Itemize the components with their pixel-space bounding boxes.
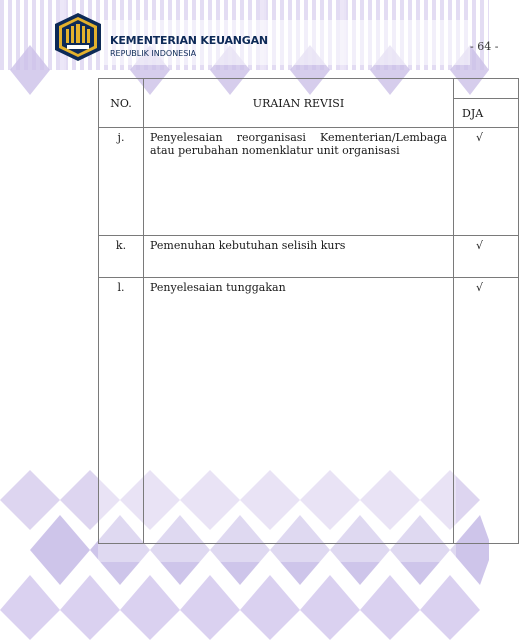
table-row xyxy=(99,278,519,544)
table-row xyxy=(99,236,519,278)
organization-name: KEMENTERIAN KEUANGAN xyxy=(110,34,268,47)
check-mark: √ xyxy=(454,236,519,278)
check-mark: √ xyxy=(454,278,519,544)
header-dja: DJA xyxy=(454,99,519,128)
header-no: NO. xyxy=(99,79,144,128)
table-header-row xyxy=(99,79,519,99)
organization-subtitle: REPUBLIK INDONESIA xyxy=(110,49,197,58)
revision-table xyxy=(98,78,519,544)
header-description: URAIAN REVISI xyxy=(144,79,454,128)
page-number: - 64 - xyxy=(470,40,499,53)
row-description: Penyelesaian reorganisasi Kementerian/Lembaga atau perubahan nomenklatur unit organisasi xyxy=(144,128,454,236)
row-number: k. xyxy=(99,236,144,278)
row-description: Penyelesaian tunggakan xyxy=(144,278,454,544)
check-mark: √ xyxy=(454,128,519,236)
kemenkeu-logo xyxy=(52,12,104,62)
row-number: l. xyxy=(99,278,144,544)
row-description: Pemenuhan kebutuhan selisih kurs xyxy=(144,236,454,278)
row-number: j. xyxy=(99,128,144,236)
table-row xyxy=(99,128,519,236)
header-group-cell xyxy=(454,79,519,99)
